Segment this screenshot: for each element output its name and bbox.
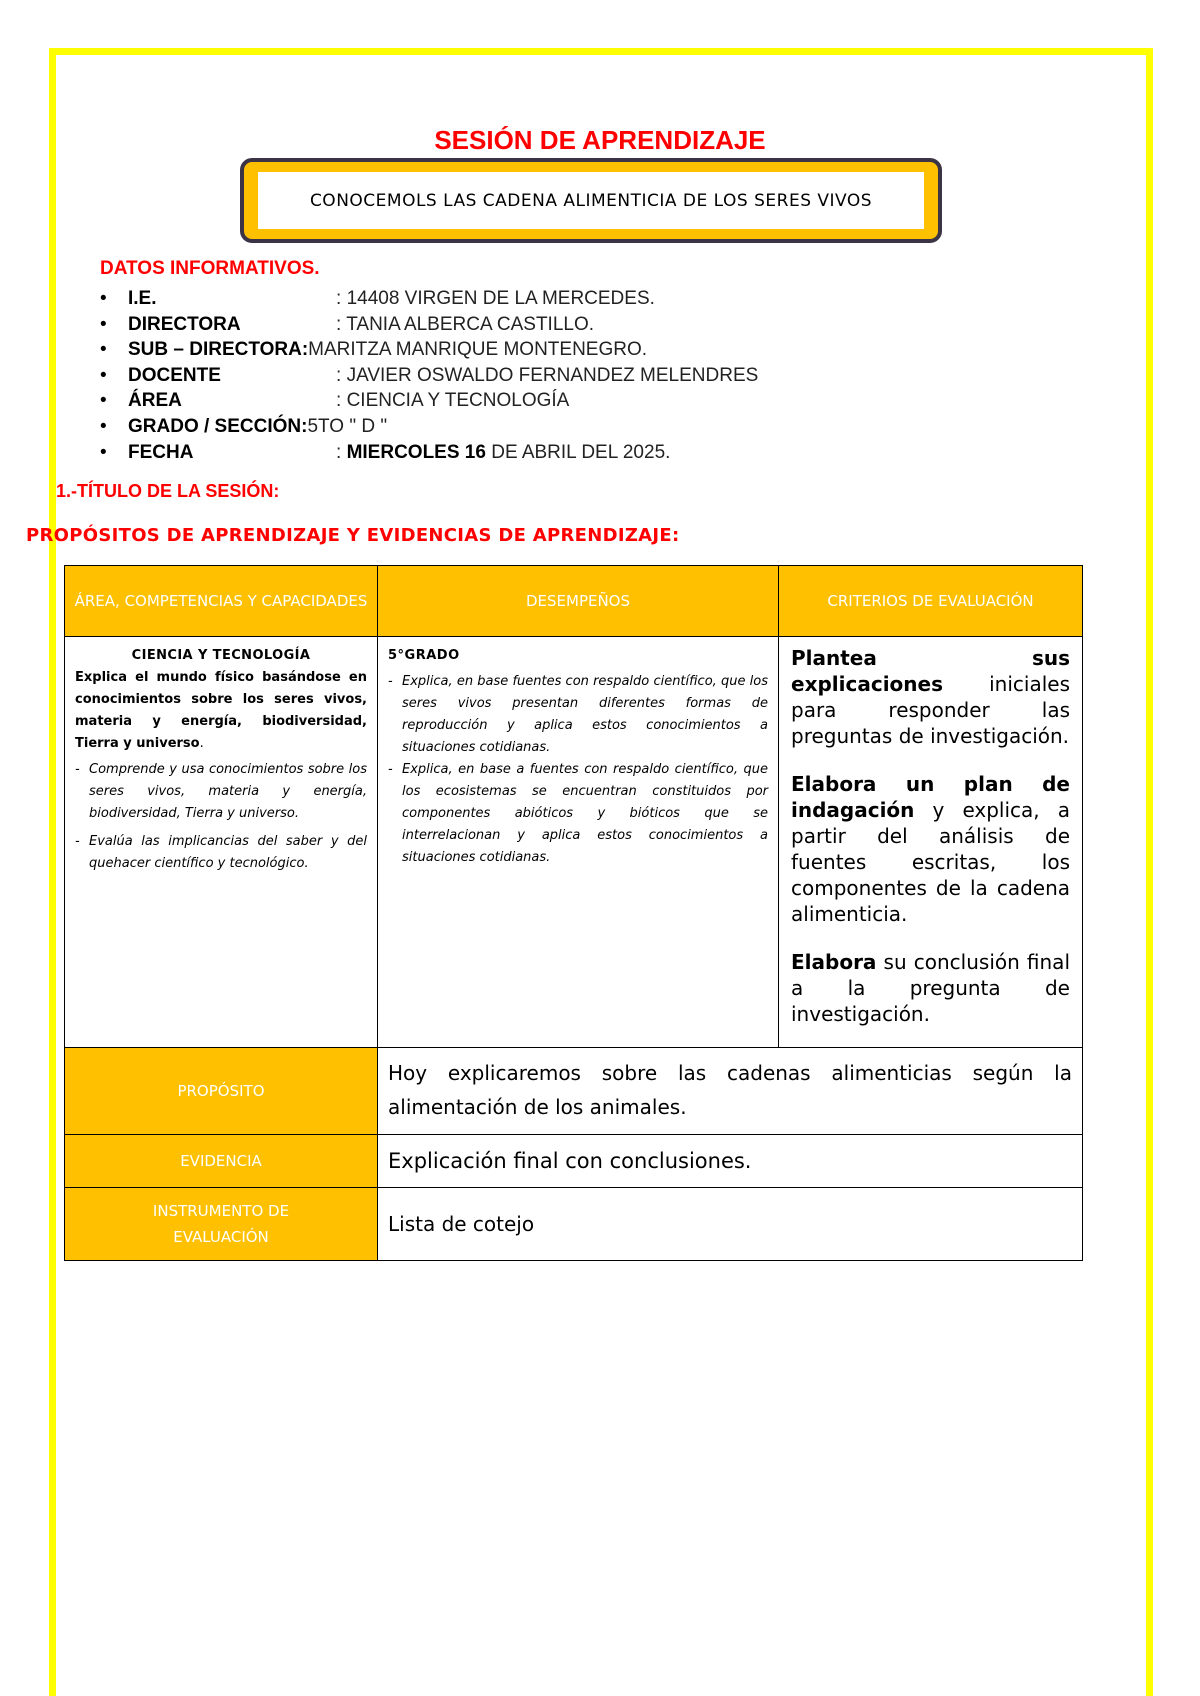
info-row-subdirectora: • SUB – DIRECTORA: MARITZA MANRIQUE MONTENEGRO. [100, 339, 648, 361]
criteria-cell [779, 637, 1083, 1048]
purposes-heading: PROPÓSITOS DE APRENDIZAJE Y EVIDENCIAS DE APRENDIZAJE: [26, 525, 680, 546]
info-heading: DATOS INFORMATIVOS. [100, 258, 320, 279]
info-row-grado: • GRADO / SECCIÓN: 5TO " D " [100, 415, 388, 437]
session-subject: CONOCEMOLS LAS CADENA ALIMENTICIA DE LOS SERES VIVOS [258, 172, 924, 229]
instrument-row [65, 1188, 1083, 1261]
session-title-heading: 1.-TÍTULO DE LA SESIÓN: [56, 481, 280, 501]
purpose-row [65, 1048, 1083, 1135]
subject-box [240, 158, 942, 243]
purposes-table [64, 565, 1083, 1261]
header-criteria: CRITERIOS DE EVALUACIÓN [779, 566, 1083, 637]
info-row-ie: • I.E. : 14408 VIRGEN DE LA MERCEDES. [100, 288, 655, 309]
list-item: - Explica, en base fuentes con respaldo científico, que los seres vivos presentan diferentes formas de reproducción y aplica estos conocimientos a situaciones cotidianas. [388, 671, 768, 759]
list-item: - Evalúa las implicancias del saber y del quehacer científico y tecnológico. [75, 831, 367, 875]
info-row-docente: • DOCENTE : JAVIER OSWALDO FERNANDEZ MELENDRES [100, 364, 759, 386]
criterion-3: Elabora su conclusión final a la pregunta de investigación. [791, 950, 1070, 1026]
evidence-label: EVIDENCIA [65, 1135, 378, 1188]
list-item: - Explica, en base a fuentes con respaldo científico, que los ecosistemas se encuentran constituidos por componentes abióticos y bióticos que se interrelacionan y aplica estos conocimientos a situaciones cotidianas. [388, 759, 768, 869]
instrument-label: INSTRUMENTO DE EVALUACIÓN [65, 1188, 378, 1261]
criterion-1: Plantea sus explicaciones iniciales para responder las preguntas de investigación. [791, 646, 1070, 748]
grade-label: 5°GRADO [388, 648, 460, 663]
header-area: ÁREA, COMPETENCIAS Y CAPACIDADES [65, 566, 378, 637]
table-header-row [65, 566, 1083, 637]
evidence-text: Explicación final con conclusiones. [378, 1135, 1083, 1188]
capacities-list [75, 759, 367, 875]
header-performance: DESEMPEÑOS [378, 566, 779, 637]
performance-cell [378, 637, 779, 1048]
area-cell [65, 637, 378, 1048]
table-content-row [65, 637, 1083, 1048]
instrument-text: Lista de cotejo [378, 1188, 1083, 1261]
competence: Explica el mundo físico basándose en conocimientos sobre los seres vivos, materia y energía, biodiversidad, Tierra y universo. [75, 670, 367, 751]
document-title: SESIÓN DE APRENDIZAJE [434, 125, 766, 155]
info-list [100, 286, 758, 465]
purpose-text: Hoy explicaremos sobre las cadenas alimenticias según la alimentación de los animales. [378, 1048, 1083, 1135]
criterion-2: Elabora un plan de indagación y explica, a partir del análisis de fuentes escritas, los componentes de la cadena alimenticia. [791, 772, 1070, 926]
info-row-directora: • DIRECTORA : TANIA ALBERCA CASTILLO. [100, 313, 595, 335]
area-name: CIENCIA Y TECNOLOGÍA [131, 648, 311, 663]
info-row-area: • ÁREA : CIENCIA Y TECNOLOGÍA [100, 390, 570, 412]
purpose-label: PROPÓSITO [65, 1048, 378, 1135]
performance-list [388, 671, 768, 869]
list-item: - Comprende y usa conocimientos sobre los seres vivos, materia y energía, biodiversidad, Tierra y universo. [75, 759, 367, 825]
info-row-fecha: • FECHA : MIERCOLES 16 DE ABRIL DEL 2025. [100, 441, 671, 463]
evidence-row [65, 1135, 1083, 1188]
